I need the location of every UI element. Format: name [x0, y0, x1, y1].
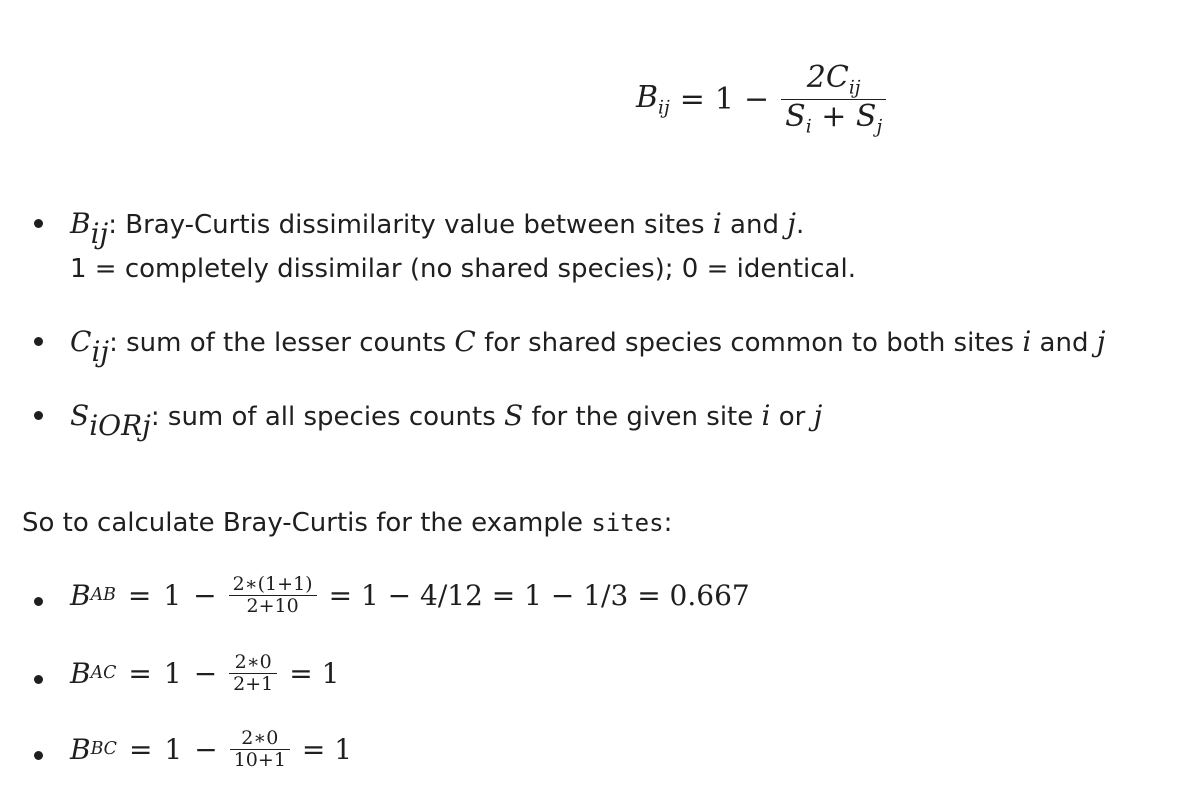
def-var: i — [1022, 325, 1032, 358]
intro-code: sites — [591, 509, 664, 537]
calculation-intro — [22, 508, 672, 538]
bullet-icon — [34, 597, 43, 606]
calc-symbol: B — [70, 578, 91, 612]
calc-numerator: 2∗(1+1) — [232, 573, 313, 595]
formula-numerator — [803, 61, 865, 99]
bullet-icon — [34, 675, 43, 684]
calc-symbol-sub: AC — [90, 663, 117, 684]
def-text: for shared species common to both sites — [475, 328, 1023, 358]
formula-denominator — [781, 100, 886, 138]
formula-minus: − — [744, 81, 770, 117]
def-text: . — [795, 210, 805, 240]
calc-one: 1 — [163, 578, 182, 612]
calc-symbol: B — [70, 656, 91, 690]
def-text: : Bray-Curtis dissimilarity value between sites — [108, 210, 713, 240]
formula-lhs-base: B — [636, 79, 659, 115]
calc-symbol: B — [70, 732, 91, 766]
def-text: and — [721, 210, 788, 240]
def-var: S — [504, 399, 524, 432]
calc-symbol-sub: AB — [90, 585, 116, 606]
intro-text: So to calculate Bray-Curtis for the example — [22, 508, 592, 538]
calc-equals: = — [128, 656, 152, 690]
calc-denominator: 2+10 — [246, 594, 299, 617]
formula-numerator-coeff: 2C — [806, 59, 849, 95]
calc-result: = 1 — [289, 656, 340, 690]
def-symbol-sub: ij — [90, 216, 109, 250]
calc-numerator: 2∗0 — [234, 651, 272, 673]
calc-fraction — [229, 574, 317, 617]
bullet-icon — [34, 337, 43, 346]
def-var: C — [454, 325, 476, 358]
definition-s — [70, 399, 823, 442]
calc-one: 1 — [164, 732, 183, 766]
bullet-icon — [34, 751, 43, 760]
def-var: j — [813, 399, 823, 432]
def-symbol: C — [70, 325, 92, 358]
definition-b — [70, 207, 805, 250]
calc-minus: − — [194, 732, 218, 766]
def-symbol: S — [70, 399, 90, 432]
def-var: j — [1096, 325, 1106, 358]
formula-one: 1 — [714, 81, 734, 117]
formula-numerator-sub: ij — [848, 77, 861, 99]
calc-numerator: 2∗0 — [241, 727, 279, 749]
calc-fraction — [229, 652, 277, 695]
calc-denominator: 10+1 — [233, 748, 286, 771]
def-text: and — [1031, 328, 1097, 358]
calc-bac — [70, 652, 339, 695]
def-text: for the given site — [523, 402, 762, 432]
def-text: : sum of all species counts — [150, 402, 505, 432]
bullet-icon — [34, 219, 43, 228]
definition-c — [70, 325, 1106, 368]
formula-lhs-sub: ij — [658, 97, 670, 119]
calc-equals: = — [128, 732, 153, 766]
den-s2: S — [855, 98, 877, 134]
definition-b-continuation: 1 = completely dissimilar (no shared species); 0 = identical. — [70, 254, 856, 284]
def-var: i — [712, 207, 722, 240]
calc-minus: − — [193, 656, 218, 690]
calc-one: 1 — [163, 656, 182, 690]
bullet-icon — [34, 411, 43, 420]
calc-denominator: 2+1 — [233, 672, 274, 695]
def-text: or — [770, 402, 814, 432]
def-var: i — [761, 399, 771, 432]
den-s1: S — [785, 98, 806, 134]
calc-minus: − — [193, 578, 217, 612]
def-symbol-sub: ij — [91, 334, 110, 368]
calc-equals: = — [127, 578, 152, 612]
den-sub2: j — [876, 116, 883, 137]
intro-suffix: : — [663, 508, 673, 538]
calc-fraction — [230, 728, 290, 771]
formula-equals: = — [679, 81, 705, 117]
den-plus: + — [821, 98, 847, 134]
den-sub1: i — [805, 116, 812, 137]
formula-lhs — [636, 80, 670, 119]
bray-curtis-formula — [636, 54, 886, 144]
def-var: j — [787, 207, 796, 240]
calc-symbol-sub: BC — [90, 739, 117, 760]
calc-bab — [70, 574, 750, 617]
def-symbol: B — [70, 207, 91, 240]
def-symbol-sub: iORj — [89, 408, 151, 442]
formula-fraction — [781, 61, 886, 138]
calc-bbc — [70, 728, 352, 771]
def-text: : sum of the lesser counts — [109, 328, 455, 358]
calc-result: = 1 − 4/12 = 1 − 1/3 = 0.667 — [328, 578, 750, 612]
calc-result: = 1 — [301, 732, 353, 766]
